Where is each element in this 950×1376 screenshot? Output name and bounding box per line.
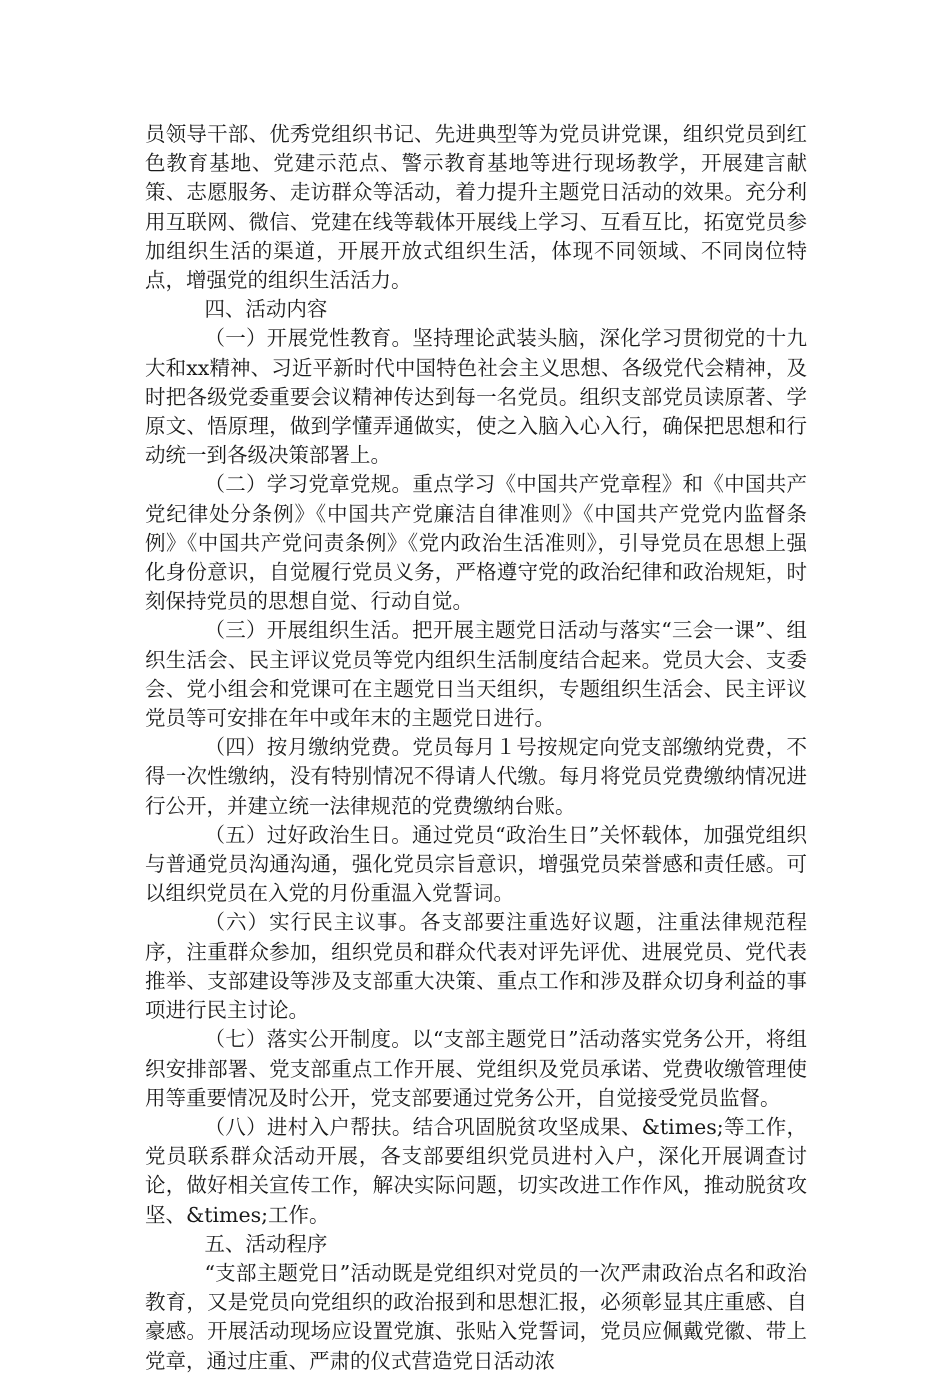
paragraph-party-education: （一）开展党性教育。坚持理论武装头脑，深化学习贯彻党的十九大和xx精神、习近平新时代中国特色社会主义思想、各级党代会精神，及时把各级党委重要会议精神传达到每一名党员。组织支部党员读原著、学原文、悟原理，做到学懂弄通做实，使之入脑入心入行，确保把思想和行动统一到各级决策部署上。: [145, 326, 807, 468]
paragraph-democratic-discussion: （六）实行民主议事。各支部要注重选好议题，注重法律规范程序，注重群众参加，组织党员和群众代表对评先评优、进展党员、党代表推举、支部建设等涉及支部重大决策、重点工作和涉及群众切身利益的事项进行民主讨论。: [145, 910, 807, 1023]
paragraph-organization-life: （三）开展组织生活。把开展主题党日活动与落实“三会一课”、组织生活会、民主评议党员等党内组织生活制度结合起来。党员大会、支委会、党小组会和党课可在主题党日当天组织，专题组织生活会、民主评议党员等可安排在年中或年末的主题党日进行。: [145, 618, 807, 731]
paragraph-village-assistance: （八）进村入户帮扶。结合巩固脱贫攻坚成果、&times;等工作，党员联系群众活动开展，各支部要组织党员进村入户，深化开展调查讨论，做好相关宣传工作，解决实际问题，切实改进工作作风，推动脱贫攻坚、&times;工作。: [145, 1114, 807, 1227]
document-body: [145, 120, 807, 1376]
paragraph-party-rules: （二）学习党章党规。重点学习《中国共产党章程》和《中国共产党纪律处分条例》《中国共产党廉洁自律准则》《中国共产党党内监督条例》《中国共产党问责条例》《党内政治生活准则》，引导党员在思想上强化身份意识，自觉履行党员义务，严格遵守党的政治纪律和政治规矩，时刻保持党员的思想自觉、行动自觉。: [145, 472, 807, 614]
paragraph-continued: 员领导干部、优秀党组织书记、先进典型等为党员讲党课，组织党员到红色教育基地、党建示范点、警示教育基地等进行现场教学，开展建言献策、志愿服务、走访群众等活动，着力提升主题党日活动的效果。充分利用互联网、微信、党建在线等载体开展线上学习、互看互比，拓宽党员参加组织生活的渠道，开展开放式组织生活，体现不同领域、不同岗位特点，增强党的组织生活活力。: [145, 122, 807, 293]
paragraph-procedure-intro: “支部主题党日”活动既是党组织对党员的一次严肃政治点名和政治教育，又是党员向党组织的政治报到和思想汇报，必须彰显其庄重感、自豪感。开展活动现场应设置党旗、张贴入党誓词，党员应佩戴党徽、带上党章，通过庄重、严肃的仪式营造党日活动浓: [145, 1260, 807, 1373]
section-heading-activity-procedure: 五、活动程序: [204, 1231, 328, 1256]
paragraph-political-birthday: （五）过好政治生日。通过党员“政治生日”关怀载体，加强党组织与普通党员沟通沟通，强化党员宗旨意识，增强党员荣誉感和责任感。可以组织党员在入党的月份重温入党誓词。: [145, 822, 807, 906]
paragraph-party-dues: （四）按月缴纳党费。党员每月１号按规定向党支部缴纳党费，不得一次性缴纳，没有特别情况不得请人代缴。每月将党员党费缴纳情况进行公开，并建立统一法律规范的党费缴纳台账。: [145, 735, 807, 818]
paragraph-disclosure-system: （七）落实公开制度。以“支部主题党日”活动落实党务公开，将组织安排部署、党支部重点工作开展、党组织及党员承诺、党费收缴管理使用等重要情况及时公开，党支部要通过党务公开，自觉接受党员监督。: [145, 1027, 807, 1110]
section-heading-activity-content: 四、活动内容: [204, 297, 328, 322]
